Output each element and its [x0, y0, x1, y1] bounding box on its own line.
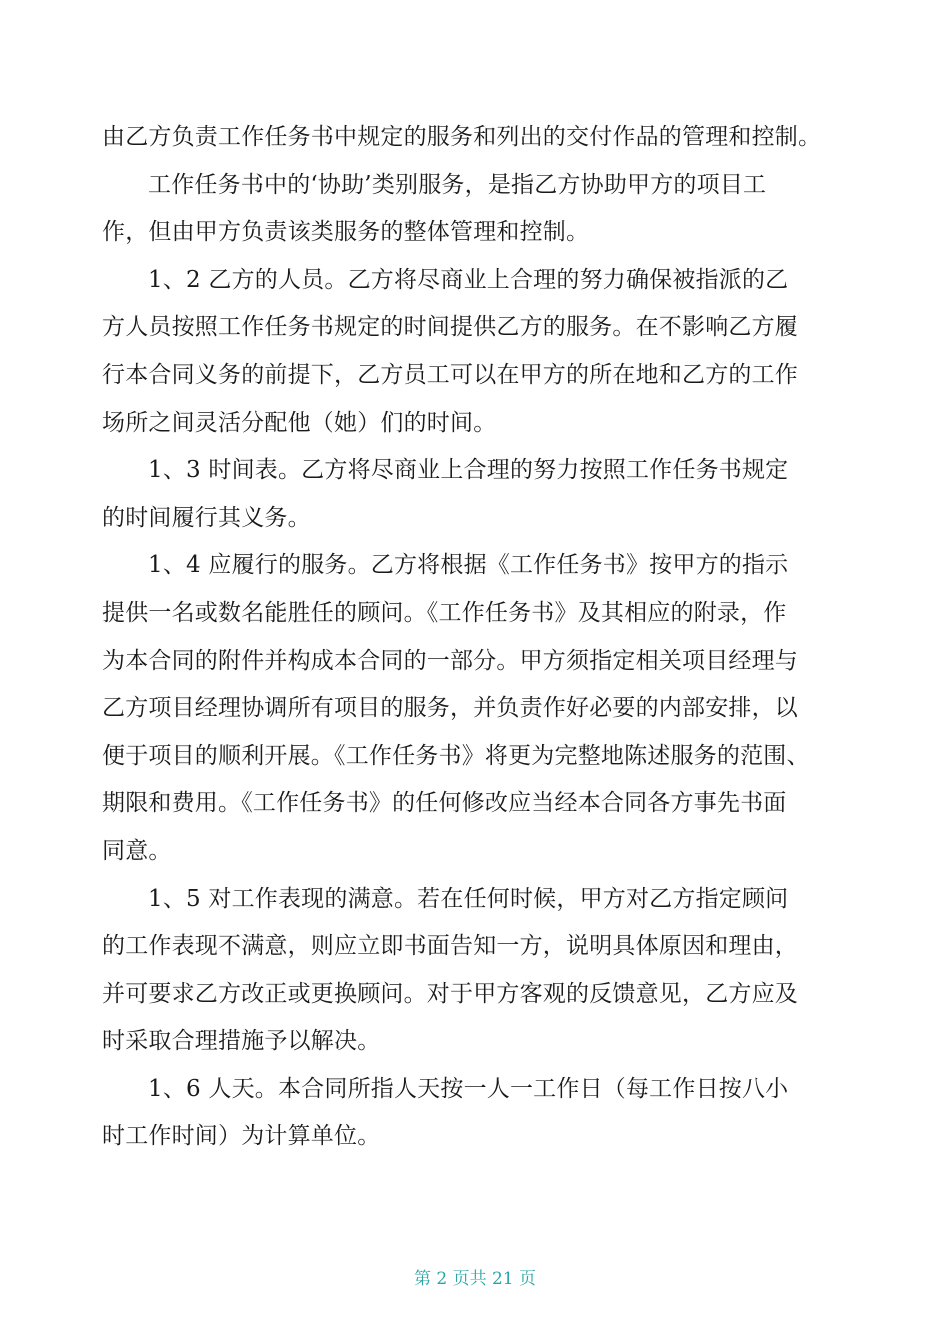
paragraph-line: 的工作表现不满意，则应立即书面告知一方，说明具体原因和理由， — [102, 933, 798, 960]
paragraph-line: 场所之间灵活分配他（她）们的时间。 — [102, 409, 497, 436]
paragraph — [102, 162, 862, 257]
paragraph-line: 便于项目的顺利开展。《工作任务书》将更为完整地陈述服务的范围、 — [102, 742, 810, 769]
paragraph-line: 乙方项目经理协调所有项目的服务，并负责作好必要的内部安排，以 — [102, 695, 798, 722]
paragraph-line: 方人员按照工作任务书规定的时间提供乙方的服务。在不影响乙方履 — [102, 314, 798, 341]
paragraph-line: 并可要求乙方改正或更换顾问。对于甲方客观的反馈意见，乙方应及 — [102, 980, 798, 1007]
paragraph — [102, 447, 862, 542]
paragraph-line: 1、5 对工作表现的满意。若在任何时候，甲方对乙方指定顾问 — [148, 885, 789, 912]
paragraph-line: 时采取合理措施予以解决。 — [102, 1028, 381, 1055]
paragraph-line: 1、6 人天。本合同所指人天按一人一工作日（每工作日按八小 — [148, 1075, 789, 1102]
paragraph-line: 工作任务书中的‘协助’类别服务，是指乙方协助甲方的项目工 — [148, 171, 767, 198]
paragraph — [102, 257, 862, 447]
paragraph-line: 行本合同义务的前提下，乙方员工可以在甲方的所在地和乙方的工作 — [102, 361, 798, 388]
paragraph-line: 提供一名或数名能胜任的顾问。《工作任务书》及其相应的附录，作 — [102, 599, 787, 626]
paragraph-line: 期限和费用。《工作任务书》的任何修改应当经本合同各方事先书面 — [102, 790, 787, 817]
paragraph — [102, 114, 862, 162]
document-body — [102, 114, 862, 1161]
page-number-footer: 第 2 页共 21 页 — [413, 1269, 537, 1289]
paragraph-line: 同意。 — [102, 837, 172, 864]
paragraph-line: 由乙方负责工作任务书中规定的服务和列出的交付作品的管理和控制。 — [102, 124, 822, 150]
paragraph-line: 1、4 应履行的服务。乙方将根据《工作任务书》按甲方的指示 — [148, 552, 789, 579]
paragraph-line: 作，但由甲方负责该类服务的整体管理和控制。 — [102, 219, 590, 246]
paragraph — [102, 1066, 862, 1161]
paragraph-line: 为本合同的附件并构成本合同的一部分。甲方须指定相关项目经理与 — [102, 647, 798, 674]
paragraph-line: 1、2 乙方的人员。乙方将尽商业上合理的努力确保被指派的乙 — [148, 266, 789, 293]
paragraph — [102, 542, 862, 875]
paragraph-line: 的时间履行其义务。 — [102, 504, 311, 531]
paragraph — [102, 876, 862, 1066]
paragraph-line: 1、3 时间表。乙方将尽商业上合理的努力按照工作任务书规定 — [148, 457, 789, 484]
paragraph-line: 时工作时间）为计算单位。 — [102, 1123, 381, 1150]
